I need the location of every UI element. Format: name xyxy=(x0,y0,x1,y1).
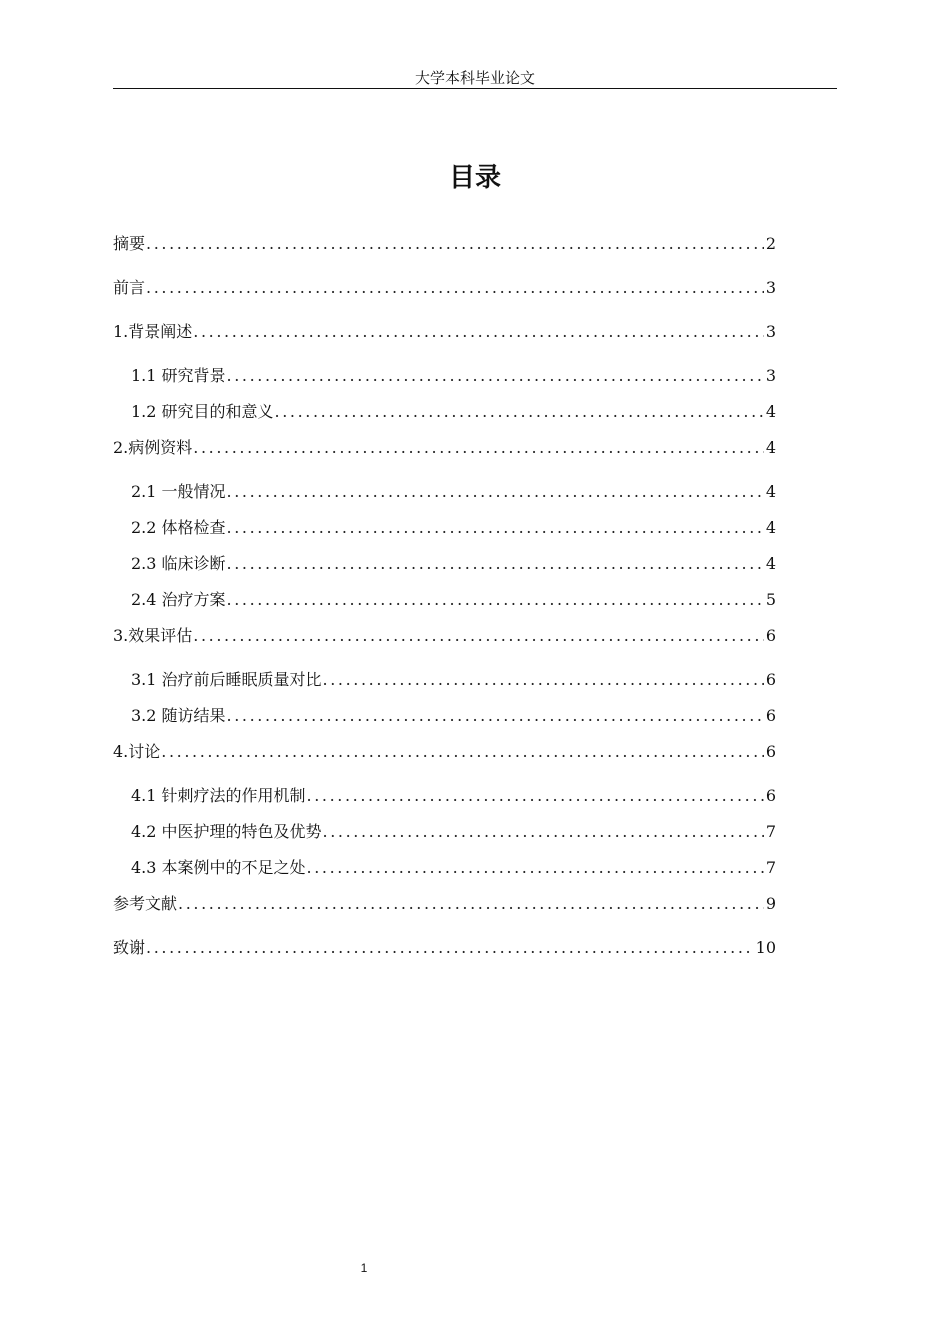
toc-entry-page: 6 xyxy=(765,626,776,645)
toc-entry-page: 5 xyxy=(765,590,776,609)
toc-title: 目录 xyxy=(448,163,501,193)
toc-dot-leader xyxy=(178,892,764,916)
toc-entry-label: 4.2 中医护理的特色及优势 xyxy=(131,822,322,841)
header-title: 大学本科毕业论文 xyxy=(414,69,535,87)
toc-entry-label: 2.病例资料 xyxy=(113,438,193,457)
toc-dot-leader xyxy=(323,820,764,844)
toc-entry-references[interactable] xyxy=(113,892,776,916)
page-number: 1 xyxy=(360,1261,368,1275)
toc-entry-section-2-4[interactable] xyxy=(131,588,776,612)
toc-entry-page: 4 xyxy=(765,402,776,421)
toc-entry-section-2-2[interactable] xyxy=(131,516,776,540)
toc-dot-leader xyxy=(307,784,764,808)
toc-entry-label: 1.2 研究目的和意义 xyxy=(131,402,274,421)
toc-entry-abstract[interactable] xyxy=(113,232,776,256)
toc-entry-page: 10 xyxy=(755,938,776,957)
toc-entry-label: 2.4 治疗方案 xyxy=(131,590,226,609)
toc-entry-preface[interactable] xyxy=(113,276,776,300)
toc-entry-page: 7 xyxy=(765,858,776,877)
toc-entry-page: 7 xyxy=(765,822,776,841)
toc-entry-page: 2 xyxy=(765,234,776,253)
toc-dot-leader xyxy=(146,276,764,300)
toc-dot-leader xyxy=(161,740,764,764)
toc-dot-leader xyxy=(193,624,764,648)
toc-entry-label: 摘要 xyxy=(113,234,146,253)
toc-entry-label: 4.1 针刺疗法的作用机制 xyxy=(131,786,306,805)
toc-entry-page: 4 xyxy=(765,438,776,457)
toc-entry-section-2-1[interactable] xyxy=(131,480,776,504)
toc-dot-leader xyxy=(146,232,764,256)
toc-entry-section-1[interactable] xyxy=(113,320,776,344)
toc-entry-section-3[interactable] xyxy=(113,624,776,648)
toc-dot-leader xyxy=(275,400,764,424)
toc-entry-label: 3.1 治疗前后睡眠质量对比 xyxy=(131,670,322,689)
toc-entry-page: 3 xyxy=(765,278,776,297)
toc-entry-section-3-2[interactable] xyxy=(131,704,776,728)
toc-entry-section-3-1[interactable] xyxy=(131,668,776,692)
toc-entry-section-4[interactable] xyxy=(113,740,776,764)
toc-dot-leader xyxy=(307,856,764,880)
toc-entry-label: 2.1 一般情况 xyxy=(131,482,226,501)
toc-entry-page: 6 xyxy=(765,670,776,689)
toc-entry-label: 致谢 xyxy=(113,938,146,957)
toc-dot-leader xyxy=(227,588,764,612)
toc-entry-section-4-1[interactable] xyxy=(131,784,776,808)
toc-entry-page: 4 xyxy=(765,482,776,501)
toc-entry-acknowledgements[interactable] xyxy=(113,936,776,960)
toc-entry-section-2[interactable] xyxy=(113,436,776,460)
toc-entry-label: 前言 xyxy=(113,278,146,297)
toc-dot-leader xyxy=(193,320,764,344)
toc-entry-label: 3.2 随访结果 xyxy=(131,706,226,725)
toc-entry-section-1-1[interactable] xyxy=(131,364,776,388)
toc-entry-page: 6 xyxy=(765,786,776,805)
toc-dot-leader xyxy=(227,552,764,576)
toc-entry-label: 4.3 本案例中的不足之处 xyxy=(131,858,306,877)
toc-entry-label: 参考文献 xyxy=(113,894,178,913)
toc-entry-label: 1.背景阐述 xyxy=(113,322,193,341)
toc-entry-label: 1.1 研究背景 xyxy=(131,366,226,385)
toc-entry-section-2-3[interactable] xyxy=(131,552,776,576)
toc-dot-leader xyxy=(146,936,754,960)
toc-dot-leader xyxy=(227,516,764,540)
toc-entry-section-4-3[interactable] xyxy=(131,856,776,880)
toc-entry-page: 4 xyxy=(765,554,776,573)
toc-entry-section-1-2[interactable] xyxy=(131,400,776,424)
toc-entry-label: 4.讨论 xyxy=(113,742,161,761)
toc-entry-label: 2.3 临床诊断 xyxy=(131,554,226,573)
toc-dot-leader xyxy=(227,704,764,728)
toc-entry-section-4-2[interactable] xyxy=(131,820,776,844)
toc-entry-page: 9 xyxy=(765,894,776,913)
toc-dot-leader xyxy=(227,364,764,388)
toc-dot-leader xyxy=(323,668,764,692)
toc-entry-page: 6 xyxy=(765,706,776,725)
toc-entry-page: 4 xyxy=(765,518,776,537)
toc-dot-leader xyxy=(193,436,764,460)
toc-entry-label: 2.2 体格检查 xyxy=(131,518,226,537)
toc-entry-page: 3 xyxy=(765,366,776,385)
toc-dot-leader xyxy=(227,480,764,504)
page-header xyxy=(113,68,837,89)
toc-entry-page: 3 xyxy=(765,322,776,341)
toc-entry-label: 3.效果评估 xyxy=(113,626,193,645)
toc-entry-page: 6 xyxy=(765,742,776,761)
